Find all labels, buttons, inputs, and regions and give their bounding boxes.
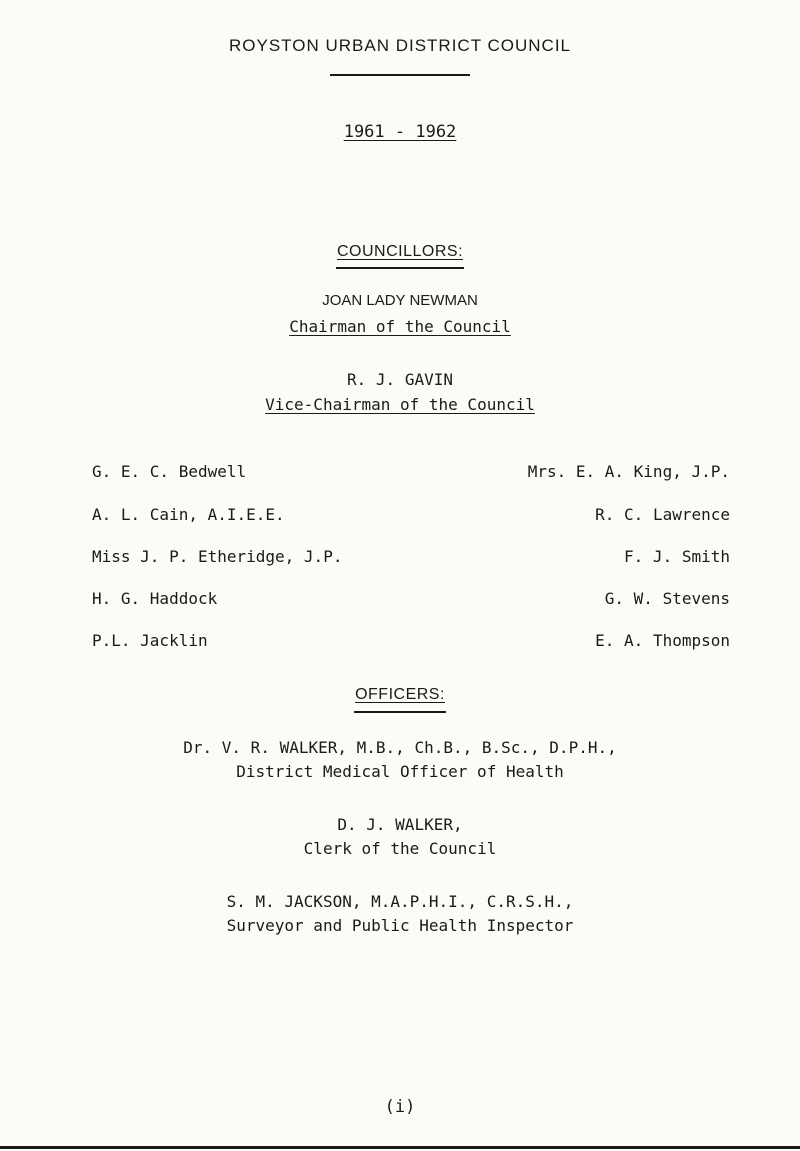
officer-2-name: D. J. WALKER, (337, 815, 463, 834)
council-name: ROYSTON URBAN DISTRICT COUNCIL (228, 36, 572, 55)
officer-3-name: S. M. JACKSON, M.A.P.H.I., C.R.S.H., (226, 892, 574, 911)
officer-2-role: Clerk of the Council (303, 839, 497, 858)
chairman-title: Chairman of the Council (289, 317, 511, 336)
councillor-left-2: A. L. Cain, A.I.E.E. (92, 505, 285, 524)
councillor-right-4: G. W. Stevens (604, 589, 730, 608)
year-range: 1961 - 1962 (343, 122, 457, 142)
councillor-left-4: H. G. Haddock (92, 589, 218, 608)
councillor-right-3: F. J. Smith (624, 547, 730, 566)
officers-heading: OFFICERS: (355, 686, 445, 703)
header-divider (330, 74, 470, 76)
page-number: (i) (384, 1097, 416, 1117)
vice-chairman-name: R. J. GAVIN (347, 370, 453, 389)
councillor-right-1: Mrs. E. A. King, J.P. (527, 462, 730, 481)
chairman-name: JOAN LADY NEWMAN (322, 292, 478, 309)
councillor-left-5: P.L. Jacklin (92, 631, 208, 650)
officers-heading-underline (354, 711, 446, 713)
councillor-left-3: Miss J. P. Etheridge, J.P. (92, 547, 343, 566)
bottom-edge-line (0, 1146, 800, 1149)
councillors-heading-underline (336, 267, 464, 269)
vice-chairman-title: Vice-Chairman of the Council (265, 395, 535, 414)
councillors-heading: COUNCILLORS: (336, 243, 464, 260)
officer-1-role: District Medical Officer of Health (236, 762, 564, 781)
councillor-right-5: E. A. Thompson (595, 631, 730, 650)
councillor-left-1: G. E. C. Bedwell (92, 462, 247, 481)
officer-3-role: Surveyor and Public Health Inspector (226, 916, 574, 935)
councillor-right-2: R. C. Lawrence (595, 505, 730, 524)
officer-1-name: Dr. V. R. WALKER, M.B., Ch.B., B.Sc., D.P.H., (183, 738, 617, 757)
